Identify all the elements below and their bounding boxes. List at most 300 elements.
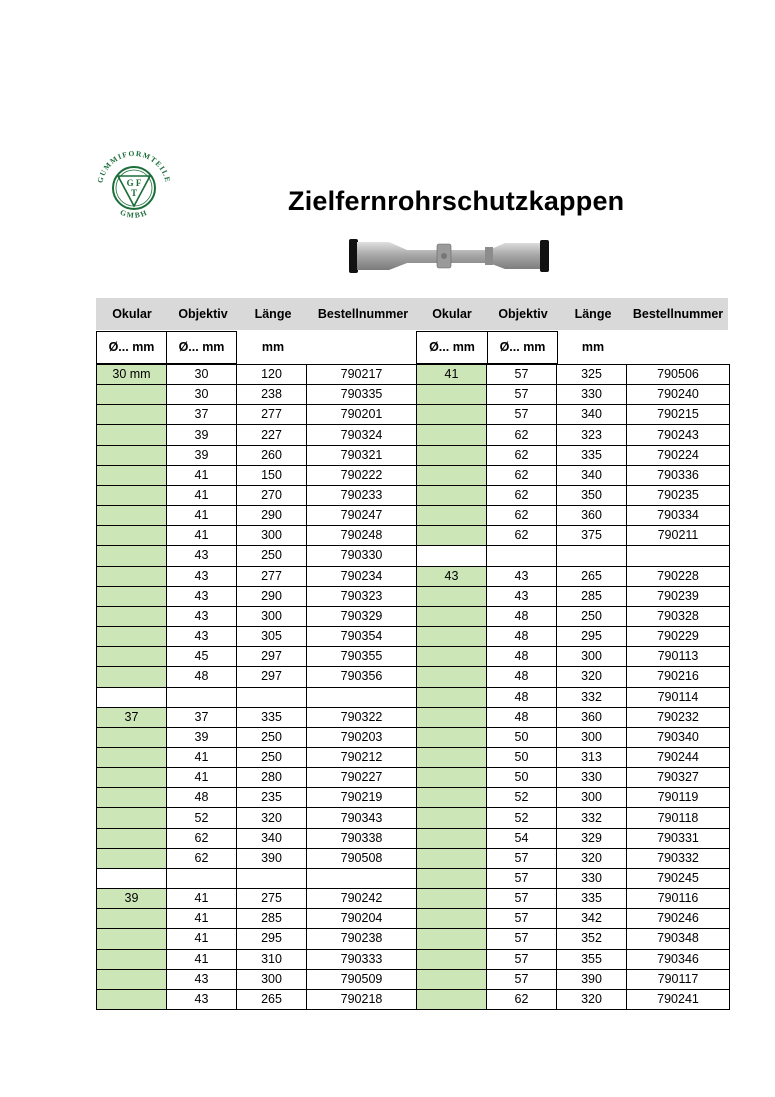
cell-bestellnummer-right: 790232 [627, 707, 730, 727]
cell-bestellnummer-right: 790244 [627, 747, 730, 767]
cell-bestellnummer-left: 790233 [307, 485, 417, 505]
cell-bestellnummer-right: 790331 [627, 828, 730, 848]
cell-bestellnummer-right: 790241 [627, 989, 730, 1009]
unit-laenge-right: mm [581, 340, 605, 354]
cell-bestellnummer-left: 790248 [307, 526, 417, 546]
cell-okular-right [417, 425, 487, 445]
cell-laenge-left: 340 [237, 828, 307, 848]
cell-objektiv-right: 48 [487, 606, 557, 626]
cell-laenge-right: 335 [557, 445, 627, 465]
cell-okular-left [97, 768, 167, 788]
cell-bestellnummer-left: 790333 [307, 949, 417, 969]
cell-laenge-right: 330 [557, 868, 627, 888]
cell-okular-right: 43 [417, 566, 487, 586]
cell-laenge-left: 320 [237, 808, 307, 828]
cell-bestellnummer-left: 790321 [307, 445, 417, 465]
table-row [97, 788, 730, 808]
cell-objektiv-right [487, 546, 557, 566]
cell-objektiv-right: 52 [487, 808, 557, 828]
cell-objektiv-right: 57 [487, 949, 557, 969]
cell-okular-right [417, 627, 487, 647]
header-bestellnummer-left: Bestellnummer [317, 307, 409, 321]
cell-objektiv-right: 57 [487, 385, 557, 405]
cell-okular-left [97, 747, 167, 767]
cell-objektiv-right: 54 [487, 828, 557, 848]
cell-okular-left [97, 969, 167, 989]
table-row [97, 828, 730, 848]
cell-laenge-right: 350 [557, 485, 627, 505]
cell-okular-left [97, 647, 167, 667]
units-row [96, 330, 728, 364]
cell-objektiv-left: 37 [167, 405, 237, 425]
table-row [97, 606, 730, 626]
cell-laenge-left: 390 [237, 848, 307, 868]
cell-laenge-right: 360 [557, 707, 627, 727]
cell-okular-left [97, 949, 167, 969]
cell-objektiv-right: 48 [487, 707, 557, 727]
cell-objektiv-right: 57 [487, 405, 557, 425]
cell-bestellnummer-right: 790332 [627, 848, 730, 868]
cell-bestellnummer-left: 790212 [307, 747, 417, 767]
table-row [97, 627, 730, 647]
svg-text:GMBH: GMBH [118, 207, 150, 220]
cell-objektiv-left: 43 [167, 566, 237, 586]
page-title: Zielfernrohrschutzkappen [288, 186, 625, 216]
table-row [97, 385, 730, 405]
cell-okular-left [97, 546, 167, 566]
table-row [97, 969, 730, 989]
cell-objektiv-right: 48 [487, 687, 557, 707]
cell-laenge-right: 360 [557, 506, 627, 526]
table-row [97, 949, 730, 969]
cell-bestellnummer-right: 790216 [627, 667, 730, 687]
unit-objektiv-left: Ø... mm [166, 331, 237, 364]
cell-objektiv-right: 62 [487, 526, 557, 546]
cell-okular-right [417, 586, 487, 606]
cell-okular-left [97, 586, 167, 606]
header-okular-left: Okular [112, 307, 152, 321]
cell-laenge-right: 332 [557, 687, 627, 707]
cell-okular-right [417, 506, 487, 526]
cell-laenge-left: 310 [237, 949, 307, 969]
table-row [97, 566, 730, 586]
cell-objektiv-left: 62 [167, 848, 237, 868]
cell-okular-left [97, 989, 167, 1009]
cell-laenge-right: 335 [557, 889, 627, 909]
cell-objektiv-left: 41 [167, 465, 237, 485]
cell-objektiv-left: 41 [167, 909, 237, 929]
table-row [97, 526, 730, 546]
cell-objektiv-right: 62 [487, 485, 557, 505]
cell-objektiv-left: 41 [167, 949, 237, 969]
cell-okular-right [417, 687, 487, 707]
cell-laenge-left [237, 868, 307, 888]
cell-okular-left: 39 [97, 889, 167, 909]
cell-bestellnummer-left: 790222 [307, 465, 417, 485]
cell-laenge-right: 320 [557, 667, 627, 687]
cell-okular-right [417, 969, 487, 989]
cell-objektiv-left: 43 [167, 989, 237, 1009]
cell-laenge-right: 332 [557, 808, 627, 828]
cell-laenge-left: 275 [237, 889, 307, 909]
cell-laenge-right: 390 [557, 969, 627, 989]
cell-objektiv-right: 62 [487, 445, 557, 465]
cell-okular-left [97, 909, 167, 929]
cell-okular-left [97, 667, 167, 687]
unit-laenge-left: mm [261, 340, 285, 354]
cell-laenge-right: 285 [557, 586, 627, 606]
table-row [97, 647, 730, 667]
cell-laenge-left: 280 [237, 768, 307, 788]
cell-laenge-right: 329 [557, 828, 627, 848]
cell-objektiv-right: 43 [487, 586, 557, 606]
cell-okular-left [97, 808, 167, 828]
cell-okular-right [417, 929, 487, 949]
table-row [97, 667, 730, 687]
cell-objektiv-left: 43 [167, 969, 237, 989]
cell-bestellnummer-left: 790234 [307, 566, 417, 586]
cell-objektiv-right: 57 [487, 929, 557, 949]
cell-okular-left [97, 506, 167, 526]
cell-bestellnummer-right: 790327 [627, 768, 730, 788]
header-objektiv-right: Objektiv [498, 307, 548, 321]
product-table [96, 364, 730, 1010]
cell-laenge-right: 352 [557, 929, 627, 949]
cell-bestellnummer-left: 790218 [307, 989, 417, 1009]
cell-objektiv-left: 39 [167, 425, 237, 445]
cell-bestellnummer-right: 790117 [627, 969, 730, 989]
cell-objektiv-left: 41 [167, 768, 237, 788]
cell-objektiv-left: 62 [167, 828, 237, 848]
cell-okular-left [97, 425, 167, 445]
cell-okular-right [417, 445, 487, 465]
cell-bestellnummer-left: 790355 [307, 647, 417, 667]
cell-objektiv-left: 43 [167, 606, 237, 626]
cell-bestellnummer-left: 790508 [307, 848, 417, 868]
cell-bestellnummer-left: 790247 [307, 506, 417, 526]
table-row [97, 707, 730, 727]
rifle-scope-image [349, 236, 549, 276]
cell-bestellnummer-left: 790354 [307, 627, 417, 647]
cell-bestellnummer-right: 790506 [627, 365, 730, 385]
cell-objektiv-left: 41 [167, 747, 237, 767]
cell-okular-left [97, 566, 167, 586]
cell-bestellnummer-right: 790215 [627, 405, 730, 425]
cell-bestellnummer-left: 790335 [307, 385, 417, 405]
header-laenge-right: Länge [574, 307, 612, 321]
cell-okular-right [417, 828, 487, 848]
cell-bestellnummer-right: 790116 [627, 889, 730, 909]
cell-laenge-left: 250 [237, 727, 307, 747]
cell-bestellnummer-left: 790329 [307, 606, 417, 626]
cell-okular-right [417, 848, 487, 868]
cell-objektiv-right: 48 [487, 667, 557, 687]
cell-laenge-right: 320 [557, 989, 627, 1009]
cell-okular-right [417, 465, 487, 485]
cell-laenge-left: 297 [237, 647, 307, 667]
cell-objektiv-left: 43 [167, 586, 237, 606]
cell-okular-left: 37 [97, 707, 167, 727]
cell-bestellnummer-right: 790245 [627, 868, 730, 888]
cell-laenge-left: 250 [237, 747, 307, 767]
table-row [97, 848, 730, 868]
cell-okular-right [417, 606, 487, 626]
cell-objektiv-left: 37 [167, 707, 237, 727]
cell-objektiv-left: 41 [167, 929, 237, 949]
cell-laenge-left: 265 [237, 989, 307, 1009]
cell-bestellnummer-left: 790338 [307, 828, 417, 848]
cell-laenge-right: 330 [557, 768, 627, 788]
cell-okular-right [417, 707, 487, 727]
header-bestellnummer-right: Bestellnummer [632, 307, 724, 321]
unit-objektiv-right: Ø... mm [487, 331, 558, 364]
cell-okular-left [97, 687, 167, 707]
cell-objektiv-left: 45 [167, 647, 237, 667]
cell-bestellnummer-left: 790356 [307, 667, 417, 687]
cell-laenge-left: 238 [237, 385, 307, 405]
cell-bestellnummer-left: 790324 [307, 425, 417, 445]
cell-bestellnummer-right: 790243 [627, 425, 730, 445]
cell-objektiv-left: 41 [167, 526, 237, 546]
header-laenge-left: Länge [254, 307, 292, 321]
cell-bestellnummer-right: 790228 [627, 566, 730, 586]
cell-bestellnummer-right: 790239 [627, 586, 730, 606]
unit-okular-left: Ø... mm [96, 331, 167, 364]
cell-laenge-right: 300 [557, 727, 627, 747]
cell-okular-right [417, 768, 487, 788]
cell-laenge-right: 265 [557, 566, 627, 586]
cell-laenge-right: 325 [557, 365, 627, 385]
table-row [97, 808, 730, 828]
table-row [97, 929, 730, 949]
cell-objektiv-left: 41 [167, 889, 237, 909]
cell-bestellnummer-left: 790242 [307, 889, 417, 909]
cell-okular-right [417, 808, 487, 828]
cell-bestellnummer-right: 790346 [627, 949, 730, 969]
cell-objektiv-left: 41 [167, 506, 237, 526]
header-okular-right: Okular [432, 307, 472, 321]
table-row [97, 989, 730, 1009]
cell-okular-left [97, 828, 167, 848]
cell-okular-right [417, 868, 487, 888]
table-row [97, 546, 730, 566]
cell-objektiv-right: 62 [487, 425, 557, 445]
cell-objektiv-right: 50 [487, 727, 557, 747]
svg-text:T: T [130, 188, 138, 198]
cell-okular-left [97, 445, 167, 465]
cell-okular-left [97, 606, 167, 626]
cell-laenge-left [237, 687, 307, 707]
cell-laenge-right: 300 [557, 647, 627, 667]
cell-bestellnummer-left [307, 687, 417, 707]
cell-okular-left [97, 465, 167, 485]
cell-okular-left: 30 mm [97, 365, 167, 385]
cell-laenge-right: 295 [557, 627, 627, 647]
cell-laenge-left: 250 [237, 546, 307, 566]
cell-laenge-left: 300 [237, 969, 307, 989]
cell-okular-left [97, 405, 167, 425]
cell-bestellnummer-right: 790229 [627, 627, 730, 647]
table-row [97, 365, 730, 385]
cell-laenge-right: 320 [557, 848, 627, 868]
table-row [97, 747, 730, 767]
table-row [97, 586, 730, 606]
table-row [97, 909, 730, 929]
cell-objektiv-right: 50 [487, 768, 557, 788]
cell-laenge-right [557, 546, 627, 566]
cell-laenge-left: 277 [237, 405, 307, 425]
cell-objektiv-left: 39 [167, 445, 237, 465]
cell-bestellnummer-left: 790203 [307, 727, 417, 747]
cell-bestellnummer-right: 790336 [627, 465, 730, 485]
header-objektiv-left: Objektiv [178, 307, 228, 321]
cell-laenge-left: 270 [237, 485, 307, 505]
cell-laenge-left: 290 [237, 506, 307, 526]
cell-laenge-left: 120 [237, 365, 307, 385]
cell-objektiv-right: 52 [487, 788, 557, 808]
svg-text:G F: G F [126, 178, 142, 188]
cell-laenge-left: 260 [237, 445, 307, 465]
cell-objektiv-left [167, 868, 237, 888]
cell-bestellnummer-right: 790224 [627, 445, 730, 465]
cell-okular-left [97, 485, 167, 505]
cell-okular-left [97, 848, 167, 868]
cell-bestellnummer-left: 790238 [307, 929, 417, 949]
cell-objektiv-left: 52 [167, 808, 237, 828]
cell-laenge-right: 250 [557, 606, 627, 626]
cell-bestellnummer-left: 790330 [307, 546, 417, 566]
cell-okular-right [417, 526, 487, 546]
table-header [96, 298, 728, 330]
cell-objektiv-right: 57 [487, 868, 557, 888]
cell-objektiv-right: 62 [487, 989, 557, 1009]
cell-laenge-left: 277 [237, 566, 307, 586]
cell-laenge-right: 323 [557, 425, 627, 445]
cell-objektiv-right: 57 [487, 889, 557, 909]
cell-objektiv-left: 30 [167, 365, 237, 385]
cell-okular-right [417, 747, 487, 767]
cell-laenge-right: 313 [557, 747, 627, 767]
table-row [97, 506, 730, 526]
table-row [97, 465, 730, 485]
cell-okular-right [417, 909, 487, 929]
cell-okular-right [417, 385, 487, 405]
cell-bestellnummer-left: 790323 [307, 586, 417, 606]
cell-laenge-right: 330 [557, 385, 627, 405]
cell-okular-right [417, 546, 487, 566]
cell-objektiv-right: 62 [487, 465, 557, 485]
cell-bestellnummer-right: 790235 [627, 485, 730, 505]
cell-objektiv-left: 41 [167, 485, 237, 505]
cell-bestellnummer-right: 790211 [627, 526, 730, 546]
cell-laenge-left: 235 [237, 788, 307, 808]
table-row [97, 405, 730, 425]
cell-objektiv-right: 57 [487, 969, 557, 989]
cell-bestellnummer-right: 790240 [627, 385, 730, 405]
cell-okular-right [417, 949, 487, 969]
cell-bestellnummer-right: 790246 [627, 909, 730, 929]
cell-okular-right [417, 485, 487, 505]
cell-objektiv-right: 57 [487, 365, 557, 385]
cell-okular-left [97, 929, 167, 949]
table-row [97, 425, 730, 445]
cell-bestellnummer-left: 790509 [307, 969, 417, 989]
cell-okular-right [417, 989, 487, 1009]
cell-okular-left [97, 727, 167, 747]
cell-laenge-left: 300 [237, 526, 307, 546]
cell-objektiv-right: 62 [487, 506, 557, 526]
cell-bestellnummer-left: 790217 [307, 365, 417, 385]
cell-okular-right [417, 889, 487, 909]
cell-laenge-left: 335 [237, 707, 307, 727]
cell-objektiv-left: 48 [167, 667, 237, 687]
cell-bestellnummer-left: 790343 [307, 808, 417, 828]
cell-laenge-left: 297 [237, 667, 307, 687]
cell-objektiv-right: 50 [487, 747, 557, 767]
table-row [97, 485, 730, 505]
cell-objektiv-right: 48 [487, 627, 557, 647]
cell-bestellnummer-left: 790219 [307, 788, 417, 808]
cell-objektiv-right: 43 [487, 566, 557, 586]
cell-okular-left [97, 868, 167, 888]
cell-laenge-right: 375 [557, 526, 627, 546]
cell-objektiv-right: 57 [487, 909, 557, 929]
cell-laenge-left: 285 [237, 909, 307, 929]
cell-okular-left [97, 788, 167, 808]
table-row [97, 727, 730, 747]
cell-okular-left [97, 385, 167, 405]
table-row [97, 868, 730, 888]
cell-bestellnummer-left: 790204 [307, 909, 417, 929]
table-row [97, 889, 730, 909]
cell-laenge-left: 227 [237, 425, 307, 445]
cell-okular-right [417, 667, 487, 687]
cell-objektiv-left [167, 687, 237, 707]
cell-objektiv-left: 43 [167, 627, 237, 647]
cell-okular-right [417, 727, 487, 747]
table-row [97, 768, 730, 788]
cell-bestellnummer-right: 790328 [627, 606, 730, 626]
cell-bestellnummer-left: 790227 [307, 768, 417, 788]
cell-okular-right [417, 647, 487, 667]
cell-bestellnummer-right: 790113 [627, 647, 730, 667]
table-row [97, 687, 730, 707]
cell-bestellnummer-right [627, 546, 730, 566]
cell-objektiv-right: 57 [487, 848, 557, 868]
cell-okular-left [97, 627, 167, 647]
svg-text:GUMMIFORMTEILE: GUMMIFORMTEILE [95, 148, 173, 184]
unit-okular-right: Ø... mm [416, 331, 488, 364]
cell-bestellnummer-left [307, 868, 417, 888]
cell-laenge-right: 340 [557, 465, 627, 485]
cell-bestellnummer-left: 790201 [307, 405, 417, 425]
cell-laenge-right: 300 [557, 788, 627, 808]
cell-objektiv-left: 30 [167, 385, 237, 405]
table-row [97, 445, 730, 465]
cell-bestellnummer-right: 790119 [627, 788, 730, 808]
cell-objektiv-left: 39 [167, 727, 237, 747]
cell-okular-right [417, 788, 487, 808]
cell-okular-right [417, 405, 487, 425]
cell-objektiv-left: 48 [167, 788, 237, 808]
cell-bestellnummer-right: 790114 [627, 687, 730, 707]
cell-okular-right: 41 [417, 365, 487, 385]
cell-bestellnummer-right: 790348 [627, 929, 730, 949]
cell-laenge-right: 340 [557, 405, 627, 425]
cell-bestellnummer-right: 790340 [627, 727, 730, 747]
cell-okular-left [97, 526, 167, 546]
cell-objektiv-right: 48 [487, 647, 557, 667]
